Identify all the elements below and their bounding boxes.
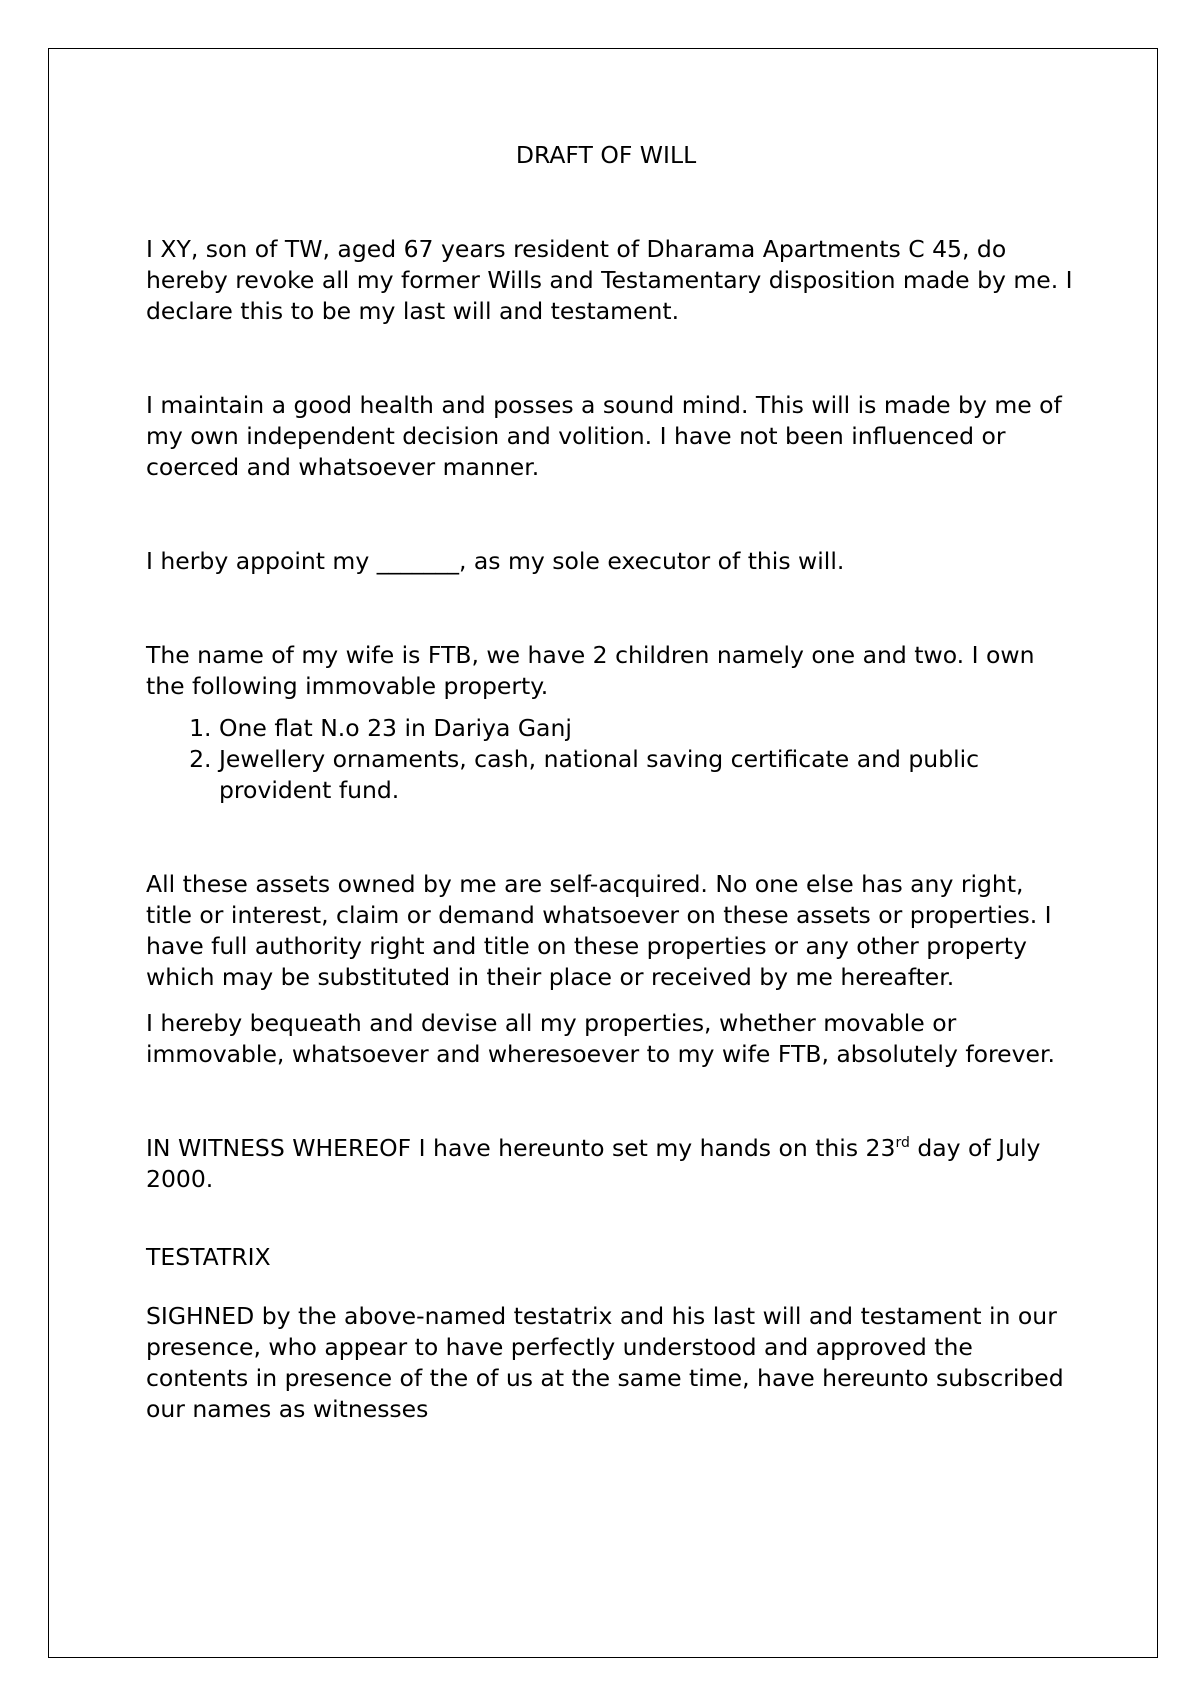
executor-paragraph: I herby appoint my _______, as my sole executor of this will. (146, 547, 845, 575)
intro-paragraph: I XY, son of TW, aged 67 years resident of Dharama Apartments C 45, do hereby revoke all my former Wills and Testamentary disposition made by me. I declare this to be my last will and testament. (146, 235, 1073, 325)
signed-paragraph: SIGHNED by the above-named testatrix and his last will and testament in our presence, who appear to have perfectly understood and approved the contents in presence of the of us at the same time, have hereunto subscribed our names as witnesses (146, 1302, 1064, 1423)
witness-ordinal-suffix: rd (895, 1135, 910, 1152)
document-body (146, 140, 1076, 1425)
bequeath-paragraph: I hereby bequeath and devise all my properties, whether movable or immovable, whatsoever and wheresoever to my wife FTB, absolutely forever. (146, 1009, 1055, 1068)
assets-list (146, 713, 1076, 806)
document-title: DRAFT OF WILL (515, 141, 697, 169)
list-item: 1. One flat N.o 23 in Dariya Ganj (219, 713, 1076, 744)
family-paragraph: The name of my wife is FTB, we have 2 children namely one and two. I own the following immovable property. (146, 641, 1035, 700)
testatrix-label: TESTATRIX (146, 1243, 271, 1271)
list-item: 2. Jewellery ornaments, cash, national saving certificate and public provident fund. (219, 744, 1076, 806)
health-paragraph: I maintain a good health and posses a sound mind. This will is made by me of my own independent decision and volition. I have not been influenced or coerced and whatsoever manner. (146, 391, 1062, 481)
witness-text-end: day of July 2000. (146, 1134, 1041, 1193)
witness-text-start: IN WITNESS WHEREOF I have hereunto set my hands on this 23 (146, 1134, 896, 1162)
witness-paragraph (146, 1133, 1076, 1195)
self-acquired-paragraph: All these assets owned by me are self-acquired. No one else has any right, title or interest, claim or demand whatsoever on these assets or properties. I have full authority right and title on these properties or any other property which may be substituted in their place or received by me hereafter. (146, 870, 1052, 991)
